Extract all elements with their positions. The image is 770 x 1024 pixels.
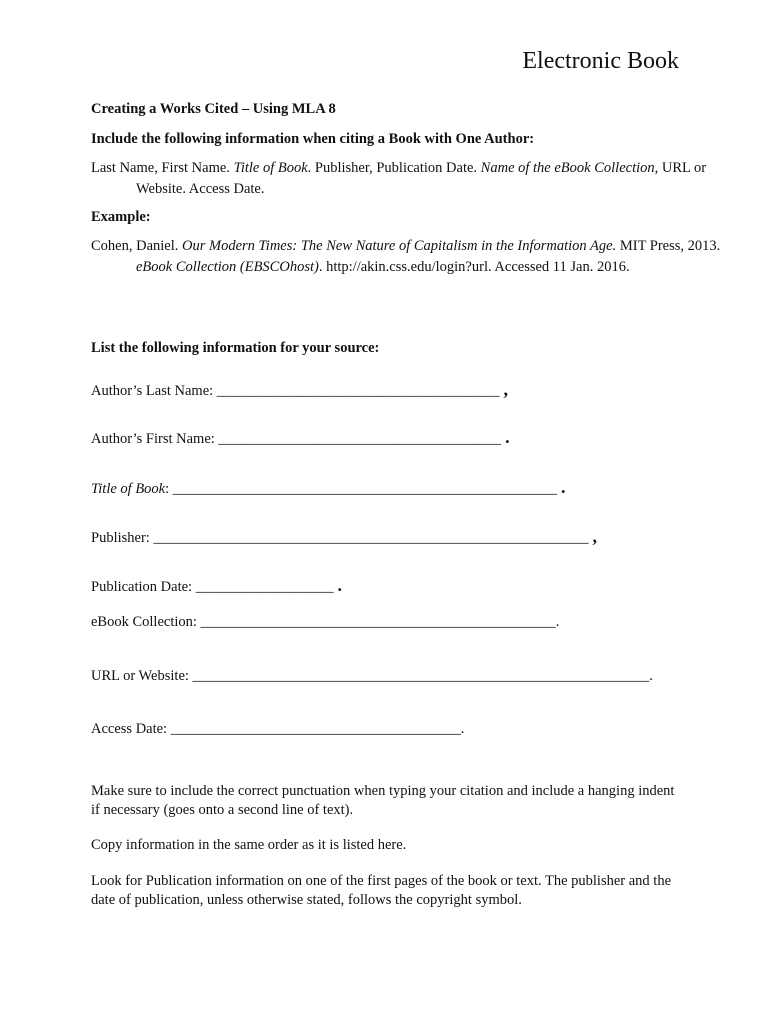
ebook-collection-mark: .: [555, 614, 560, 630]
author-last-name-field[interactable]: [91, 380, 508, 401]
example-part-3: . http://akin.css.edu/login?url. Accessed 11 Jan. 2016.: [318, 259, 630, 275]
title-of-book-mark: .: [561, 477, 566, 497]
publisher-field[interactable]: [91, 527, 597, 548]
author-first-name-mark: .: [505, 427, 510, 447]
url-field[interactable]: [91, 667, 653, 686]
author-last-name-blank[interactable]: _______________________________________: [216, 383, 500, 399]
publisher-mark: ,: [592, 526, 597, 546]
publication-date-field[interactable]: [91, 576, 342, 597]
format-collection: Name of the eBook Collection: [480, 160, 655, 176]
author-last-name-label: Author’s Last Name:: [91, 383, 217, 399]
access-date-mark: .: [460, 721, 465, 737]
document-title: Electronic Book: [522, 48, 679, 74]
example-label: Example:: [91, 209, 151, 225]
publisher-label: Publisher:: [91, 530, 154, 546]
note-publication-info: Look for Publication information on one of the first pages of the book or text. The publisher and the date of publication, unless otherwise stated, follows the copyright symbol.: [91, 873, 672, 908]
title-of-book-blank[interactable]: _____________________________________________________: [172, 481, 558, 497]
publication-date-label: Publication Date:: [91, 579, 196, 595]
example-citation: [91, 236, 724, 278]
author-first-name-blank[interactable]: _______________________________________: [218, 431, 502, 447]
ebook-collection-label: eBook Collection:: [91, 614, 201, 630]
ebook-collection-blank[interactable]: _________________________________________________: [200, 614, 556, 630]
author-first-name-label: Author’s First Name:: [91, 431, 219, 447]
author-first-name-field[interactable]: [91, 428, 510, 449]
example-collection: eBook Collection (EBSCOhost): [136, 259, 319, 275]
author-last-name-mark: ,: [503, 379, 509, 399]
access-date-field[interactable]: [91, 720, 464, 739]
publication-date-mark: .: [337, 575, 342, 595]
url-blank[interactable]: _______________________________________________________________: [192, 668, 650, 684]
section-heading: Creating a Works Cited – Using MLA 8: [91, 101, 336, 117]
format-part-2: . Publisher, Publication Date.: [307, 160, 481, 176]
title-of-book-label: Title of Book: [91, 481, 166, 497]
format-part-3: , URL or Website. Access Date.: [136, 160, 707, 197]
example-part-2: MIT Press, 2013.: [616, 238, 721, 254]
example-part-1: Cohen, Daniel.: [91, 238, 183, 254]
format-title: Title of Book: [233, 160, 308, 176]
publication-date-blank[interactable]: ___________________: [195, 579, 334, 595]
citation-format: [91, 158, 724, 200]
url-label: URL or Website:: [91, 668, 193, 684]
url-mark: .: [649, 668, 653, 684]
publisher-blank[interactable]: ____________________________________________________________: [153, 530, 589, 546]
access-date-blank[interactable]: ________________________________________: [170, 721, 461, 737]
ebook-collection-field[interactable]: [91, 613, 559, 632]
note-punctuation: Make sure to include the correct punctuation when typing your citation and include a hanging indent if necessary (goes onto a second line of text).: [91, 783, 675, 818]
form-heading: List the following information for your source:: [91, 340, 380, 356]
instruction-text: Include the following information when citing a Book with One Author:: [91, 131, 535, 147]
title-of-book-field[interactable]: [91, 478, 566, 499]
title-of-book-suffix: :: [165, 481, 173, 497]
format-part-1: Last Name, First Name.: [91, 160, 234, 176]
access-date-label: Access Date:: [91, 721, 171, 737]
example-title: Our Modern Times: The New Nature of Capitalism in the Information Age.: [182, 238, 617, 254]
note-order: Copy information in the same order as it is listed here.: [91, 837, 407, 853]
